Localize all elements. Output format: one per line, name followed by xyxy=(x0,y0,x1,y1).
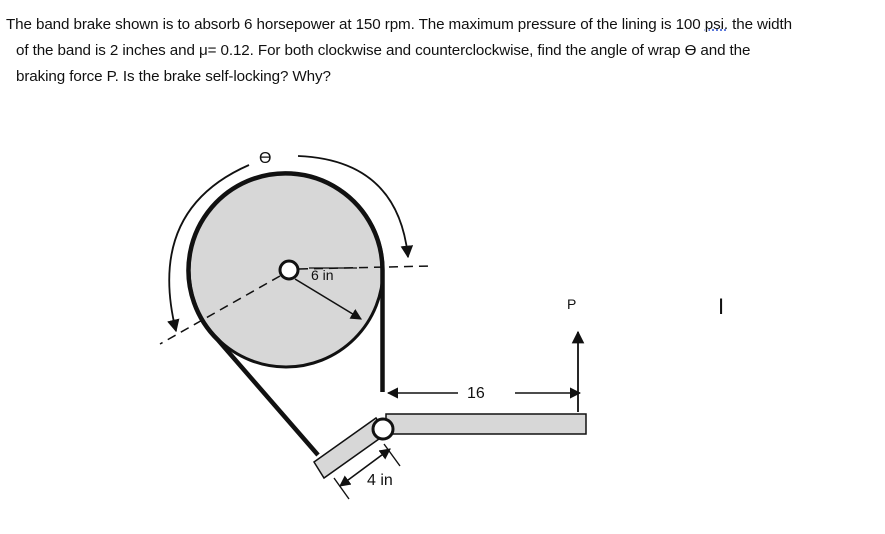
dimension-4in-label: 4 in xyxy=(367,472,393,489)
lever-pivot xyxy=(373,419,393,439)
problem-line-1-tail: the width xyxy=(727,16,792,33)
theta-label: ϴ xyxy=(259,150,272,167)
lever-arm xyxy=(386,414,586,434)
problem-line-3: braking force P. Is the brake self-locking? Why? xyxy=(16,68,331,85)
dimension-16-label: 16 xyxy=(467,385,485,402)
text-cursor-icon: I xyxy=(718,294,725,319)
problem-line-2: of the band is 2 inches and μ= 0.12. For both clockwise and counterclockwise, find the angle of wrap ϴ and the xyxy=(16,42,751,59)
force-p-label: P xyxy=(567,296,577,312)
problem-psi-word: psi. xyxy=(704,16,728,33)
dimension-4in-extension xyxy=(384,444,400,466)
problem-line-1-text: The band brake shown is to absorb 6 horsepower at 150 rpm. The maximum pressure of the lining is 100 xyxy=(6,16,705,33)
drum-center xyxy=(280,261,298,279)
radius-label: 6 in xyxy=(311,267,334,283)
